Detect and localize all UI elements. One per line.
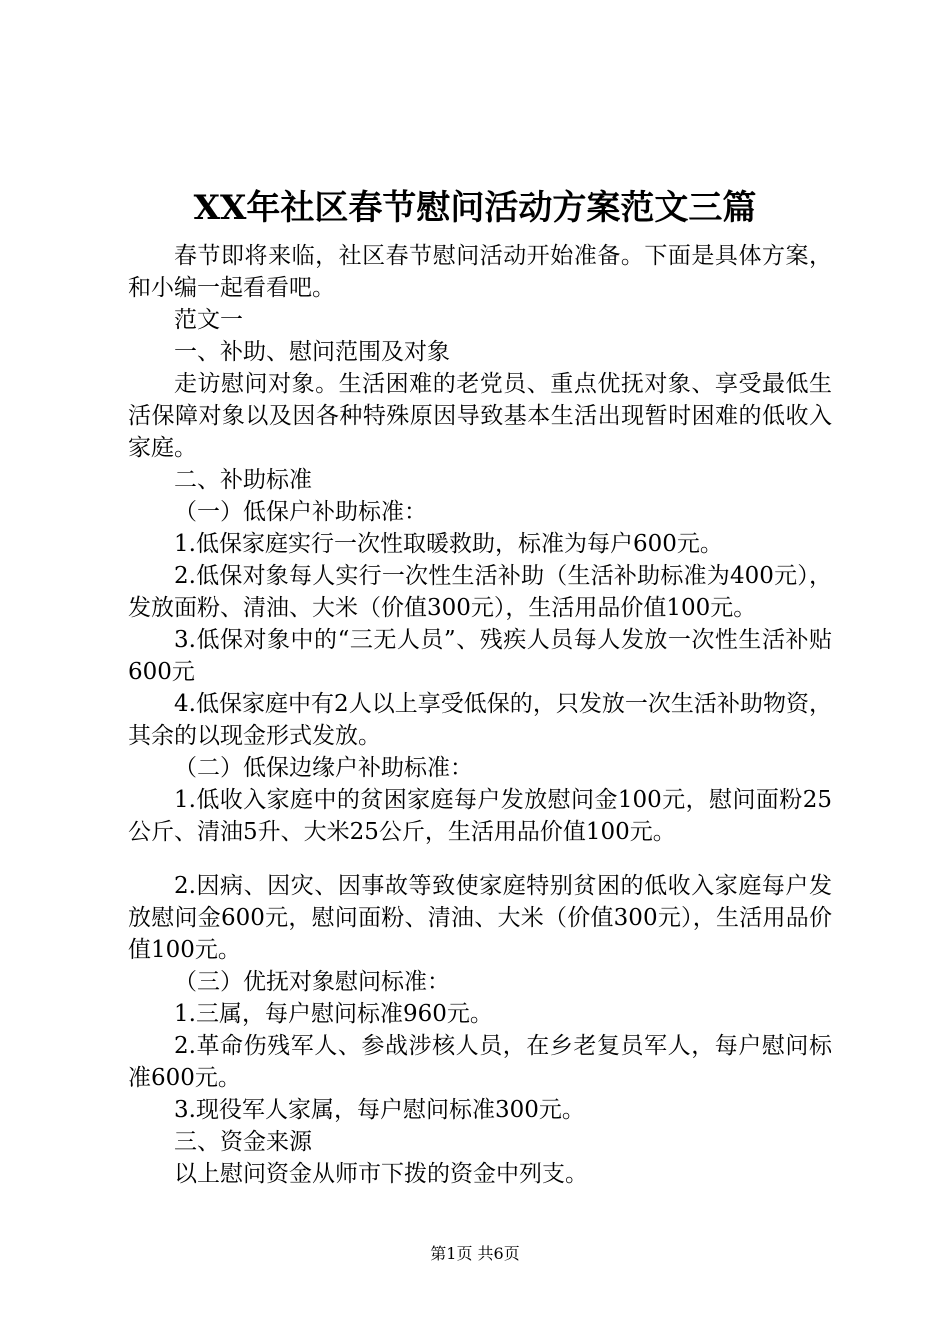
paragraph-item: 3.低保对象中的“三无人员”、残疾人员每人发放一次性生活补贴600元 — [128, 627, 832, 685]
paragraph-heading-scope: 一、补助、慰问范围及对象 — [174, 339, 450, 365]
paragraph-funding: 以上慰问资金从师市下拨的资金中列支。 — [174, 1161, 588, 1187]
paragraph-subheading-veterans: （三）优抚对象慰问标准： — [174, 969, 450, 995]
paragraph-visit-targets: 走访慰问对象。生活困难的老党员、重点优抚对象、享受最低生活保障对象以及因各种特殊原因导致基本生活出现暂时困难的低收入家庭。 — [128, 371, 832, 461]
paragraph-item: 2.低保对象每人实行一次性生活补助（生活补助标准为400元），发放面粉、清油、大米（价值300元），生活用品价值100元。 — [128, 563, 832, 621]
document-body — [128, 240, 832, 1190]
paragraph-item: 1.低保家庭实行一次性取暖救助，标准为每户600元。 — [174, 531, 723, 557]
paragraph-subheading-edge: （二）低保边缘户补助标准： — [174, 755, 473, 781]
paragraph-item: 2.因病、因灾、因事故等致使家庭特别贫困的低收入家庭每户发放慰问金600元，慰问面粉、清油、大米（价值300元），生活用品价值100元。 — [128, 873, 832, 963]
paragraph-heading-standards: 二、补助标准 — [174, 467, 312, 493]
paragraph-heading-sample-one: 范文一 — [174, 307, 243, 333]
paragraph-item: 4.低保家庭中有2人以上享受低保的，只发放一次生活补助物资，其余的以现金形式发放。 — [128, 691, 832, 749]
paragraph-item: 1.低收入家庭中的贫困家庭每户发放慰问金100元，慰问面粉25公斤、清油5升、大米25公斤，生活用品价值100元。 — [128, 787, 832, 845]
page-footer: 第1页 共6页 — [430, 1244, 520, 1263]
paragraph-item: 3.现役军人家属，每户慰问标准300元。 — [174, 1097, 585, 1123]
paragraph-item: 1.三属，每户慰问标准960元。 — [174, 1001, 493, 1027]
document-title: XX年社区春节慰问活动方案范文三篇 — [193, 188, 757, 228]
paragraph-intro: 春节即将来临，社区春节慰问活动开始准备。下面是具体方案，和小编一起看看吧。 — [128, 243, 832, 301]
paragraph-subheading-low-income: （一）低保户补助标准： — [174, 499, 427, 525]
paragraph-item: 2.革命伤残军人、参战涉核人员，在乡老复员军人，每户慰问标准600元。 — [128, 1033, 832, 1091]
paragraph-heading-funding: 三、资金来源 — [174, 1129, 312, 1155]
